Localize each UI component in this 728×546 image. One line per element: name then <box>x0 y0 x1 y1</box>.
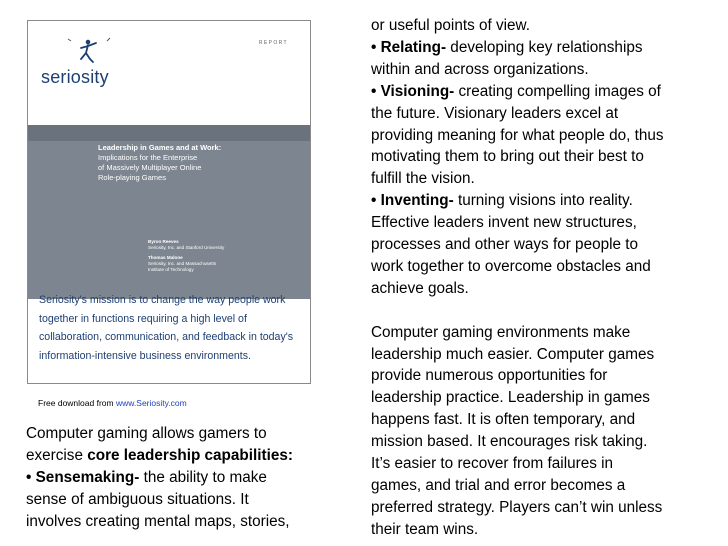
relating-text: developing key relationships <box>446 38 643 56</box>
mission-line: together in functions requiring a high level of <box>39 312 247 325</box>
relating-text: within and across organizations. <box>371 60 589 78</box>
relating-term: Relating- <box>380 38 447 56</box>
right-text-column <box>371 15 727 541</box>
inventing-text: turning visions into reality. <box>453 192 633 210</box>
intro-line: Computer gaming allows gamers to <box>26 425 267 442</box>
sensemaking-text: involves creating mental maps, stories, <box>26 512 290 530</box>
sensemaking-bullet <box>26 467 356 489</box>
visioning-text: providing meaning for what people do, thus <box>371 126 664 144</box>
inventing-text: processes and other ways for people to <box>371 236 639 254</box>
bullet-icon: • <box>371 38 377 56</box>
author-name: Byron Reeves <box>148 239 179 244</box>
credit-text: Free download from <box>38 398 114 408</box>
mission-line: Seriosity's mission is to change the way people work <box>39 294 286 306</box>
bullet-icon: • <box>26 468 32 486</box>
cover-title-line: Role-playing Games <box>98 173 166 182</box>
cover-title-main: Leadership in Games and at Work: <box>98 143 222 152</box>
paragraph-line: happens fast. It is often temporary, and <box>371 411 636 429</box>
author-affiliation: Seriosity, Inc. and Massachusetts <box>148 261 217 266</box>
inventing-text: achieve goals. <box>371 279 469 297</box>
visioning-text: the future. Visionary leaders excel at <box>371 104 619 122</box>
intro-line <box>26 445 356 467</box>
visioning-text: motivating them to bring out their best to <box>371 148 644 166</box>
author-affiliation: Institute of Technology <box>148 267 194 272</box>
inventing-text: Effective leaders invent new structures, <box>371 214 637 232</box>
visioning-text: fulfill the vision. <box>371 170 475 188</box>
mission-line: collaboration, communication, and feedback in today's <box>39 331 294 344</box>
paragraph-line: games, and trial and error becomes a <box>371 477 626 495</box>
inventing-term: Inventing- <box>380 192 454 210</box>
seriosity-figure-icon <box>66 35 126 65</box>
paragraph-line: their team wins. <box>371 520 479 538</box>
paragraph-line: leadership much easier. Computer games <box>371 345 655 363</box>
cover-mission-statement <box>39 291 304 365</box>
cover-brand-logo: seriosity <box>41 67 109 87</box>
sensemaking-term: Sensemaking- <box>35 468 140 486</box>
mission-line: information-intensive business environments. <box>39 349 251 362</box>
paragraph-line: Computer gaming environments make <box>371 323 631 341</box>
paragraph-line: provide numerous opportunities for <box>371 367 608 385</box>
seriosity-link[interactable]: www.Seriosity.com <box>115 398 187 408</box>
author-affiliation: Seriosity, Inc. and Stanford University <box>148 245 225 250</box>
intro-text: exercise <box>26 446 88 464</box>
inventing-bullet <box>371 190 727 212</box>
bullet-icon: • <box>371 192 377 210</box>
paragraph-line: preferred strategy. Players can’t win unless <box>371 498 663 516</box>
paragraph-line: mission based. It encourages risk taking. <box>371 433 648 451</box>
bullet-icon: • <box>371 82 377 100</box>
paragraph-line: It’s easier to recover from failures in <box>371 455 614 473</box>
cover-title-line: of Massively Multiplayer Online <box>98 163 202 172</box>
relating-bullet <box>371 37 727 59</box>
cover-title-line: Implications for the Enterprise <box>98 153 198 162</box>
inventing-text: work together to overcome obstacles and <box>371 257 651 275</box>
left-text-column <box>26 423 356 533</box>
paragraph-line: leadership practice. Leadership in games <box>371 389 650 407</box>
continued-line: or useful points of view. <box>371 17 531 34</box>
cover-band-top <box>28 125 310 141</box>
visioning-bullet <box>371 81 727 103</box>
cover-title <box>98 143 298 183</box>
visioning-term: Visioning- <box>380 82 455 100</box>
download-credit <box>38 398 187 408</box>
visioning-text: creating compelling images of <box>454 82 661 100</box>
core-capabilities-label: core leadership capabilities: <box>87 446 293 464</box>
cover-report-tag: REPORT <box>258 40 288 46</box>
cover-authors <box>148 239 298 273</box>
sensemaking-text: sense of ambiguous situations. It <box>26 490 249 508</box>
author-name: Thomas Malone <box>148 255 183 260</box>
sensemaking-text: the ability to make <box>139 468 267 486</box>
report-cover-image <box>27 20 311 384</box>
paragraph-gap <box>371 300 727 322</box>
